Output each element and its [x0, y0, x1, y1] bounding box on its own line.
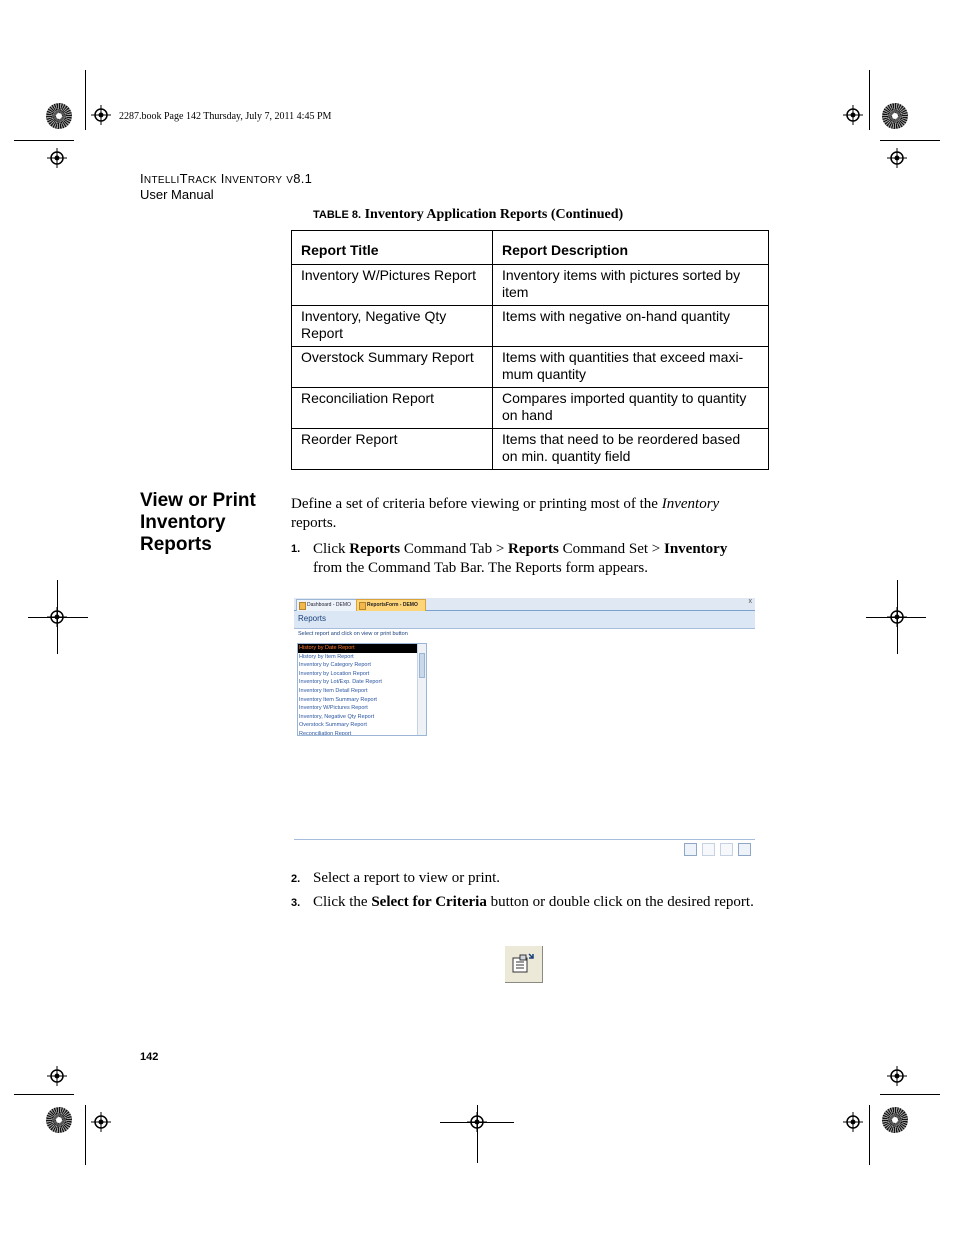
step-text: Select a report to view or print.	[313, 870, 501, 886]
report-description-cell: Items with quantities that exceed maxi-mum quantity	[493, 347, 769, 388]
registration-mark-icon	[91, 1112, 111, 1132]
list-item[interactable]: History by Date Report	[298, 644, 417, 653]
report-title-cell: Inventory W/Pictures Report	[292, 265, 493, 306]
report-description-cell: Items that need to be reordered based on min. quantity field	[493, 429, 769, 470]
scrollbar-thumb[interactable]	[419, 653, 425, 678]
registration-mark-icon	[47, 148, 67, 168]
list-item[interactable]: Inventory by Location Report	[299, 670, 370, 677]
report-title-cell: Inventory, Negative Qty Report	[292, 306, 493, 347]
form-header	[294, 611, 755, 629]
select-for-criteria-icon	[505, 946, 543, 983]
form-icon	[299, 602, 306, 610]
list-item[interactable]: Inventory Item Detail Report	[299, 687, 368, 694]
preview-button[interactable]	[702, 843, 715, 856]
crop-mark	[85, 70, 86, 130]
table-row	[292, 347, 769, 388]
table-row	[292, 265, 769, 306]
crop-mark	[869, 70, 870, 130]
table-row	[292, 388, 769, 429]
registration-mark-icon	[887, 1066, 907, 1086]
column-header: Report Description	[493, 231, 769, 265]
list-item[interactable]: Inventory, Negative Qty Report	[299, 713, 375, 720]
reports-form-screenshot	[294, 598, 755, 860]
report-title-cell: Reconciliation Report	[292, 388, 493, 429]
registration-mark-icon	[47, 1066, 67, 1086]
step-number: 3.	[291, 897, 301, 909]
step-text: Click the Select for Criteria button or double click on the desired report.	[313, 894, 754, 910]
list-item[interactable]: Inventory by Lot/Exp. Date Report	[299, 679, 382, 686]
list-item[interactable]: Reconciliation Report	[299, 730, 352, 736]
page-number: 142	[140, 1051, 159, 1063]
color-bar-icon	[46, 1107, 72, 1133]
form-toolbar	[294, 839, 755, 860]
slug-line: 2287.book Page 142 Thursday, July 7, 2011 4:45 PM	[119, 111, 332, 122]
crop-mark	[28, 617, 88, 618]
list-item[interactable]: Inventory Item Summary Report	[299, 696, 377, 703]
column-header: Report Title	[292, 231, 493, 265]
report-title-cell: Reorder Report	[292, 429, 493, 470]
exit-button[interactable]	[738, 843, 751, 856]
step-number: 1.	[291, 543, 301, 555]
step-number: 2.	[291, 873, 301, 885]
form-title: Reports	[298, 614, 327, 623]
select-for-criteria-button[interactable]	[684, 843, 697, 856]
table-header-row	[292, 231, 769, 265]
close-icon[interactable]: x	[748, 598, 752, 605]
document-tabs	[294, 598, 755, 611]
crop-mark	[57, 580, 58, 654]
color-bar-icon	[46, 103, 72, 129]
running-header-title: INTELLITRACK INVENTORY V8.1	[140, 171, 313, 186]
crop-mark	[880, 1094, 940, 1095]
form-instruction: Select report and click on view or print button	[298, 631, 408, 637]
report-description-cell: Items with negative on-hand quantity	[493, 306, 769, 347]
report-description-cell: Inventory items with pictures sorted by item	[493, 265, 769, 306]
section-heading: View or Print Inventory Reports	[140, 490, 256, 555]
table-row	[292, 306, 769, 347]
crop-mark	[85, 1105, 86, 1165]
table-caption: TABLE 8. Inventory Application Reports (Continued)	[313, 207, 624, 222]
registration-mark-icon	[843, 1112, 863, 1132]
form-icon	[359, 602, 366, 610]
color-bar-icon	[882, 103, 908, 129]
step-text: Click Reports Command Tab > Reports Command Set > Inventory from the Command Tab Bar. The Reports form appears.	[313, 541, 728, 576]
intro-paragraph: Define a set of criteria before viewing or printing most of the Inventory reports.	[291, 496, 720, 531]
list-item[interactable]: History by Item Report	[299, 653, 354, 660]
crop-mark	[897, 580, 898, 654]
crop-mark	[477, 1105, 478, 1163]
tab-dashboard[interactable]: Dashboard - DEMO	[296, 599, 360, 611]
crop-mark	[866, 617, 926, 618]
report-listbox[interactable]	[297, 643, 427, 736]
report-description-cell: Compares imported quantity to quantity on hand	[493, 388, 769, 429]
crop-mark	[880, 140, 940, 141]
list-item[interactable]: Inventory by Category Report	[299, 662, 371, 669]
registration-mark-icon	[843, 105, 863, 125]
color-bar-icon	[882, 1107, 908, 1133]
list-item[interactable]: Overstock Summary Report	[299, 722, 367, 729]
table-row	[292, 429, 769, 470]
listbox-scrollbar[interactable]	[417, 644, 426, 735]
crop-mark	[14, 1094, 74, 1095]
print-button[interactable]	[720, 843, 733, 856]
reports-table	[291, 230, 769, 470]
registration-mark-icon	[91, 105, 111, 125]
list-item[interactable]: Inventory W/Pictures Report	[299, 705, 368, 712]
crop-mark	[14, 140, 74, 141]
registration-mark-icon	[887, 148, 907, 168]
running-header-subtitle: User Manual	[140, 187, 214, 202]
tab-reportsform[interactable]: ReportsForm - DEMO	[356, 599, 426, 611]
crop-mark	[869, 1105, 870, 1165]
report-title-cell: Overstock Summary Report	[292, 347, 493, 388]
